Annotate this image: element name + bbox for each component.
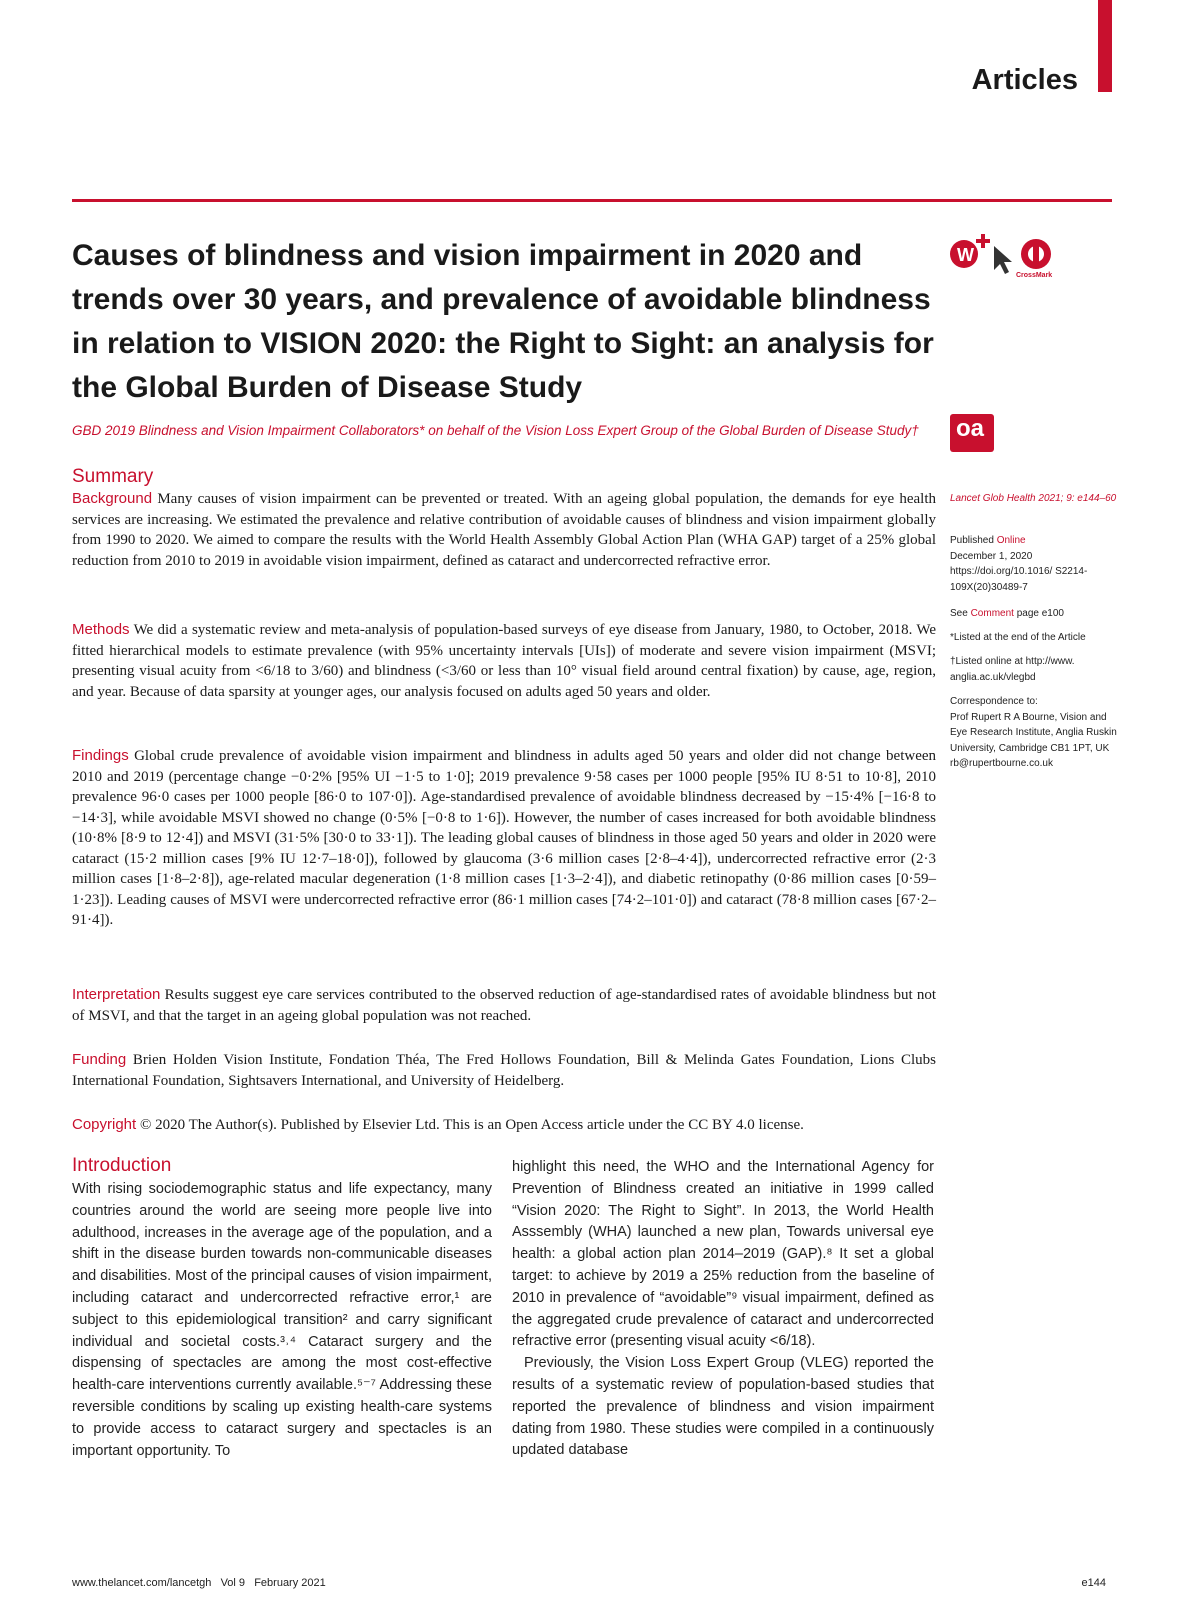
top-accent-bar <box>1098 0 1112 92</box>
sidebar-note-online: †Listed online at http://www. anglia.ac.uk/vlegbd <box>950 656 1075 683</box>
comment-page: page e100 <box>1016 608 1064 619</box>
online-label: Online <box>996 535 1026 546</box>
summary-interpretation <box>72 985 936 1026</box>
summary-copyright <box>72 1115 936 1136</box>
summary-findings <box>72 746 936 931</box>
methods-text: We did a systematic review and meta-analysis of population-based surveys of eye disease from January, 1980, to October, 2018. We fitted hierarchical models to estimate prevalence (with 95% uncertainty intervals [UIs]) of moderate and severe vision impairment (MSVI; presenting visual acuity from <6/18 to 3/60) and blindness (<3/60 or less than 10° visual field around central fixation) by cause, age, region, and year. Because of data sparsity at younger ages, our analysis focused on adults aged 50 years and older. <box>72 622 936 700</box>
author-line: GBD 2019 Blindness and Vision Impairment Collaborators* on behalf of the Vision Loss Expert Group of the Global Burden of Disease Study† <box>72 423 919 438</box>
correspondence-label: Correspondence to: <box>950 696 1038 707</box>
copyright-label: Copyright <box>72 1116 137 1133</box>
sidebar-see-comment <box>950 606 1120 622</box>
summary-heading: Summary <box>72 466 154 487</box>
copyright-text: © 2020 The Author(s). Published by Elsevier Ltd. This is an Open Access article under the CC BY 4.0 license. <box>139 1117 804 1133</box>
sidebar-published <box>950 533 1120 595</box>
findings-text: Global crude prevalence of avoidable vision impairment and blindness in adults aged 50 years and older did not change between 2010 and 2019 (percentage change −0·2% [95% UI −1·5 to 1·0]; 2019 prevalence 9·58 cases per 1000 people [95% IU 8·51 to 10·8], 2010 prevalence 96·0 cases per 1000 people [86·0 to 107·0]). Age-standardised prevalence of avoidable blindness decreased by −15·4% [−16·8 to −14·3], while avoidable MSVI showed no change (0·5% [−0·8 to 1·6]). However, the number of cases increased for both avoidable blindness (10·8% [8·9 to 12·4]) and MSVI (31·5% [30·0 to 33·1]). The leading global causes of blindness in those aged 50 years and older in 2020 were cataract (15·2 million cases [9% IU 12·7–18·0]), followed by glaucoma (3·6 million cases [2·8–4·4]), undercorrected refractive error (2·3 million cases [1·8–2·8]), age-related macular degeneration (1·8 million cases [1·3–2·4]), and diabetic retinopathy (0·86 million cases [0·59–1·23]). Leading causes of MSVI were undercorrected refractive error (86·1 million cases [74·2–101·0]) and cataract (78·8 million cases [67·2–91·4]). <box>72 748 937 928</box>
methods-label: Methods <box>72 621 130 638</box>
sidebar-citation <box>950 491 1120 507</box>
footer-page-number: e144 <box>1081 1577 1106 1589</box>
introduction-left-column: With rising sociodemographic status and life expectancy, many countries around the world are seeing more people live into adulthood, increases in the average age of the population, and a shift in the disease burden towards non-communicable diseases and disabilities. Most of the principal causes of vision impairment, including cataract and undercorrected refractive error,¹ are subject to this epidemiological transition² and carry significant individual and societal costs.³˒⁴ Cataract surgery and the dispensing of spectacles are among the most cost-effective health-care interventions currently available.⁵⁻⁷ Addressing these reversible conditions by scaling up existing health-care systems to provide access to cataract surgery and spectacles is an important opportunity. To <box>72 1181 492 1459</box>
findings-label: Findings <box>72 747 129 764</box>
introduction-heading: Introduction <box>72 1155 172 1176</box>
funding-label: Funding <box>72 1051 127 1068</box>
section-label: Articles <box>971 64 1078 96</box>
citation-text: Lancet Glob Health 2021; 9: e144–60 <box>950 493 1117 504</box>
sidebar-correspondence <box>950 694 1120 772</box>
published-label: Published <box>950 535 994 546</box>
footer-journal-info: www.thelancet.com/lancetgh Vol 9 February 2021 <box>72 1577 326 1589</box>
crossmark-label: CrossMark <box>1016 272 1053 279</box>
svg-text:W: W <box>957 245 974 265</box>
interpretation-text: Results suggest eye care services contributed to the observed reduction of age-standardised rates of avoidable blindness but not of MSVI, and that the target in an ageing global population was not reached. <box>72 987 936 1024</box>
introduction-right-column <box>512 1157 934 1462</box>
comment-link[interactable]: Comment <box>970 608 1014 619</box>
background-label: Background <box>72 490 153 507</box>
published-date: December 1, 2020 <box>950 550 1033 562</box>
interpretation-label: Interpretation <box>72 986 161 1003</box>
summary-background <box>72 489 936 571</box>
open-access-text: oa <box>956 415 985 442</box>
article-title: Causes of blindness and vision impairment in 2020 and trends over 30 years, and prevalence of avoidable blindness in relation to VISION 2020: the Right to Sight: an analysis for the Global Burden of Disease Study <box>72 239 934 404</box>
doi-link[interactable]: https://doi.org/10.1016/ S2214-109X(20)30489-7 <box>950 566 1088 593</box>
introduction-paragraph: highlight this need, the WHO and the International Agency for Prevention of Blindness created an initiative in 1999 called “Vision 2020: The Right to Sight”. In 2013, the World Health Asssembly (WHA) launched a new plan, Towards universal eye health: a global action plan 2014–2019 (GAP).⁸ It set a global target: to achieve by 2019 a 25% reduction from the baseline of 2010 in prevalence of “avoidable”⁹ visual impairment, defined as the aggregated crude prevalence of cataract and undercorrected refractive error (presenting visual acuity <6/18). <box>512 1159 934 1350</box>
header-rule <box>72 199 1112 202</box>
sidebar-note-listed: *Listed at the end of the Article <box>950 632 1086 643</box>
email-link[interactable]: rb@rupertbourne.co.uk <box>950 758 1053 769</box>
summary-funding <box>72 1050 936 1091</box>
summary-methods <box>72 620 936 702</box>
introduction-paragraph: Previously, the Vision Loss Expert Group (VLEG) reported the results of a systematic review of population-based studies that reported the prevalence of blindness and vision impairment dating from 1980. These studies were compiled in a continuously updated database <box>512 1355 934 1459</box>
correspondence-text: Prof Rupert R A Bourne, Vision and Eye Research Institute, Anglia Ruskin University, Cambridge CB1 1PT, UK <box>950 711 1117 754</box>
see-label: See <box>950 608 968 619</box>
background-text: Many causes of vision impairment can be prevented or treated. With an ageing global population, the demands for eye health services are increasing. We estimated the prevalence and relative contribution of avoidable causes of blindness and vision impairment globally from 1990 to 2020. We aimed to compare the results with the World Health Assembly Global Action Plan (WHA GAP) target of a 25% global reduction from 2010 to 2019 in avoidable vision impairment, defined as cataract and undercorrected refractive error. <box>72 491 937 569</box>
funding-text: Brien Holden Vision Institute, Fondation Théa, The Fred Hollows Foundation, Bill & Melinda Gates Foundation, Lions Clubs International Foundation, Sightsavers International, and University of Heidelberg. <box>72 1052 937 1089</box>
